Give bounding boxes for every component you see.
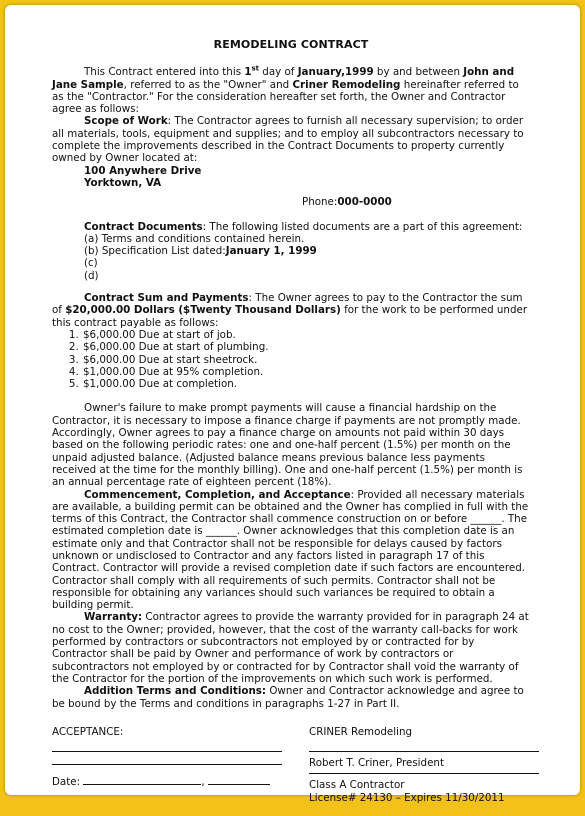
scope-heading: Scope of Work (84, 115, 168, 128)
warranty-text: Contractor agrees to provide the warranty provided for in paragraph 24 at no cost to the Owner; provided, however, that the cost of the warranty call-backs for work performed by contractors or subcontractors not employed by or contracted for by Contractor shall be paid by Owner and performance of work by contractors or subcontractors not employed by or contracted for by Contractor shall void the warranty of the Contractor for the portion of the improvements on which such work is performed. (52, 611, 529, 685)
spacer (52, 738, 282, 751)
phone-line (302, 196, 530, 208)
document-item-d: (d) (84, 269, 99, 282)
contractor-name: Criner Remodeling (292, 78, 401, 91)
date-field-month-day[interactable] (83, 775, 201, 785)
contract-amount: $20,000.00 Dollars ($Twenty Thousand Dollars) (65, 304, 341, 317)
owner-signature-line-2[interactable] (52, 764, 282, 765)
date-separator: , (201, 776, 205, 789)
document-page (5, 5, 580, 804)
contractor-signature-line[interactable] (309, 751, 539, 752)
phone-value: 000-0000 (337, 196, 392, 209)
payment-item: 1. $6,000.00 Due at start of job. (82, 329, 530, 341)
day-suffix: st (251, 64, 260, 73)
intro-text: , referred to as the "Owner" and (123, 78, 293, 91)
intro-text: This Contract entered into this (84, 66, 245, 79)
payment-item: 5. $1,000.00 Due at completion. (82, 378, 530, 390)
acceptance-label: ACCEPTANCE: (52, 725, 124, 738)
contract-date: January,1999 (297, 66, 374, 79)
warranty-heading: Warranty: (84, 611, 143, 624)
payments-text: : The Owner agrees to pay to the Contractor the sum of (52, 292, 523, 317)
payments-heading: Contract Sum and Payments (84, 292, 249, 305)
payment-item: 4. $1,000.00 Due at 95% completion. (82, 366, 530, 378)
documents-heading: Contract Documents (84, 220, 203, 233)
intro-text: hereinafter referred to as the "Contractor." For the consideration hereafter set forth, the Owner and Contractor agree as follows: (52, 78, 519, 116)
contract-sum-paragraph (52, 292, 530, 329)
contractor-company: CRINER Remodeling (309, 725, 413, 738)
intro-paragraph (52, 66, 530, 115)
document-item-a: (a) Terms and conditions contained herein. (84, 232, 305, 245)
date-field-year[interactable] (208, 775, 270, 785)
contractor-class: Class A Contractor (309, 779, 405, 792)
additional-terms-paragraph (52, 685, 530, 710)
payment-item: 2. $6,000.00 Due at start of plumbing. (82, 341, 530, 353)
signature-block (52, 726, 530, 816)
contract-documents-paragraph (84, 221, 530, 233)
scope-of-work-paragraph (52, 115, 530, 164)
contract-documents-section (84, 221, 530, 282)
warranty-paragraph (52, 611, 530, 685)
owner-name: John and Jane Sample (52, 66, 515, 91)
scope-text: : The Contractor agrees to furnish all necessary supervision; to order all materials, tools, equipment and supplies; and to employ all subcontractors necessary to complete the improvements described in the Contract Documents to property currently owned by Owner located at: (52, 115, 524, 165)
intro-text: day of (259, 66, 298, 79)
phone-label: Phone: (302, 196, 338, 209)
payment-item: 3. $6,000.00 Due at start sheetrock. (82, 354, 530, 366)
contractor-license: License# 24130 – Expires 11/30/2011 (309, 791, 505, 804)
intro-text: by and between (373, 66, 464, 79)
address-line-2 (52, 177, 530, 189)
spacer (309, 738, 539, 751)
signer-divider (309, 773, 539, 774)
payment-schedule (72, 329, 530, 390)
commencement-paragraph (52, 489, 530, 612)
payments-text: for the work to be performed under this contract payable as follows: (52, 304, 528, 329)
date-label: Date: (52, 776, 81, 789)
document-item-b (84, 245, 530, 257)
spec-list-label: (b) Specification List dated: (84, 245, 226, 258)
spacer (52, 752, 282, 765)
signer-name: Robert T. Criner, President (309, 756, 444, 769)
date-row (52, 775, 282, 788)
address-city: Yorktown, VA (84, 176, 162, 189)
finance-charge-paragraph: Owner's failure to make prompt payments will cause a financial hardship on the Contractor, it is necessary to impose a finance charge if payments are not promptly made. Accordingly, Owner agrees to pay a finance charge on amounts not paid within 30 days based on the following periodic rates: one and one-half percent (1.5%) per month on the unpaid adjusted balance. (Adjusted balance means previous balance less payments received at the time for the monthly billing). One and one-half percent (1.5%) per month is an annual percentage rate of eighteen percent (18%). (52, 402, 523, 489)
commencement-heading: Commencement, Completion, and Acceptance (84, 488, 351, 501)
contractor-signature-column (309, 726, 539, 805)
spec-list-date: January 1, 1999 (225, 245, 317, 258)
contract-body (52, 39, 530, 816)
address-line-1 (52, 165, 530, 177)
additional-text: Owner and Contractor acknowledge and agree to be bound by the Terms and conditions in paragraphs 1-27 in Part II. (52, 685, 524, 710)
documents-text: : The following listed documents are a part of this agreement: (202, 220, 523, 233)
commencement-text: : Provided all necessary materials are available, a building permit can be obtained and the Owner has complied in full with the terms of this Contract, the Contractor shall commence construction on or before ______. The estimated completion date is ______. Owner acknowledges that this completion date is an estimate only and that Contractor shall not be responsible for delays caused by factors unknown or undisclosed to Contractor and any factors listed in paragraph 17 of this Contract. Contractor will provide a revised completion date if such factors are encountered. Contractor shall comply with all requirements of such permits. Contractor shall not be responsible for obtaining any variances should such variances be required to obtain a building permit. (52, 488, 529, 612)
document-title: REMODELING CONTRACT (213, 38, 369, 51)
address-street: 100 Anywhere Drive (84, 164, 202, 177)
additional-heading: Addition Terms and Conditions: (84, 685, 267, 698)
contract-day: 1 (244, 66, 252, 79)
document-item-c: (c) (84, 257, 98, 270)
owner-signature-column (52, 726, 282, 788)
